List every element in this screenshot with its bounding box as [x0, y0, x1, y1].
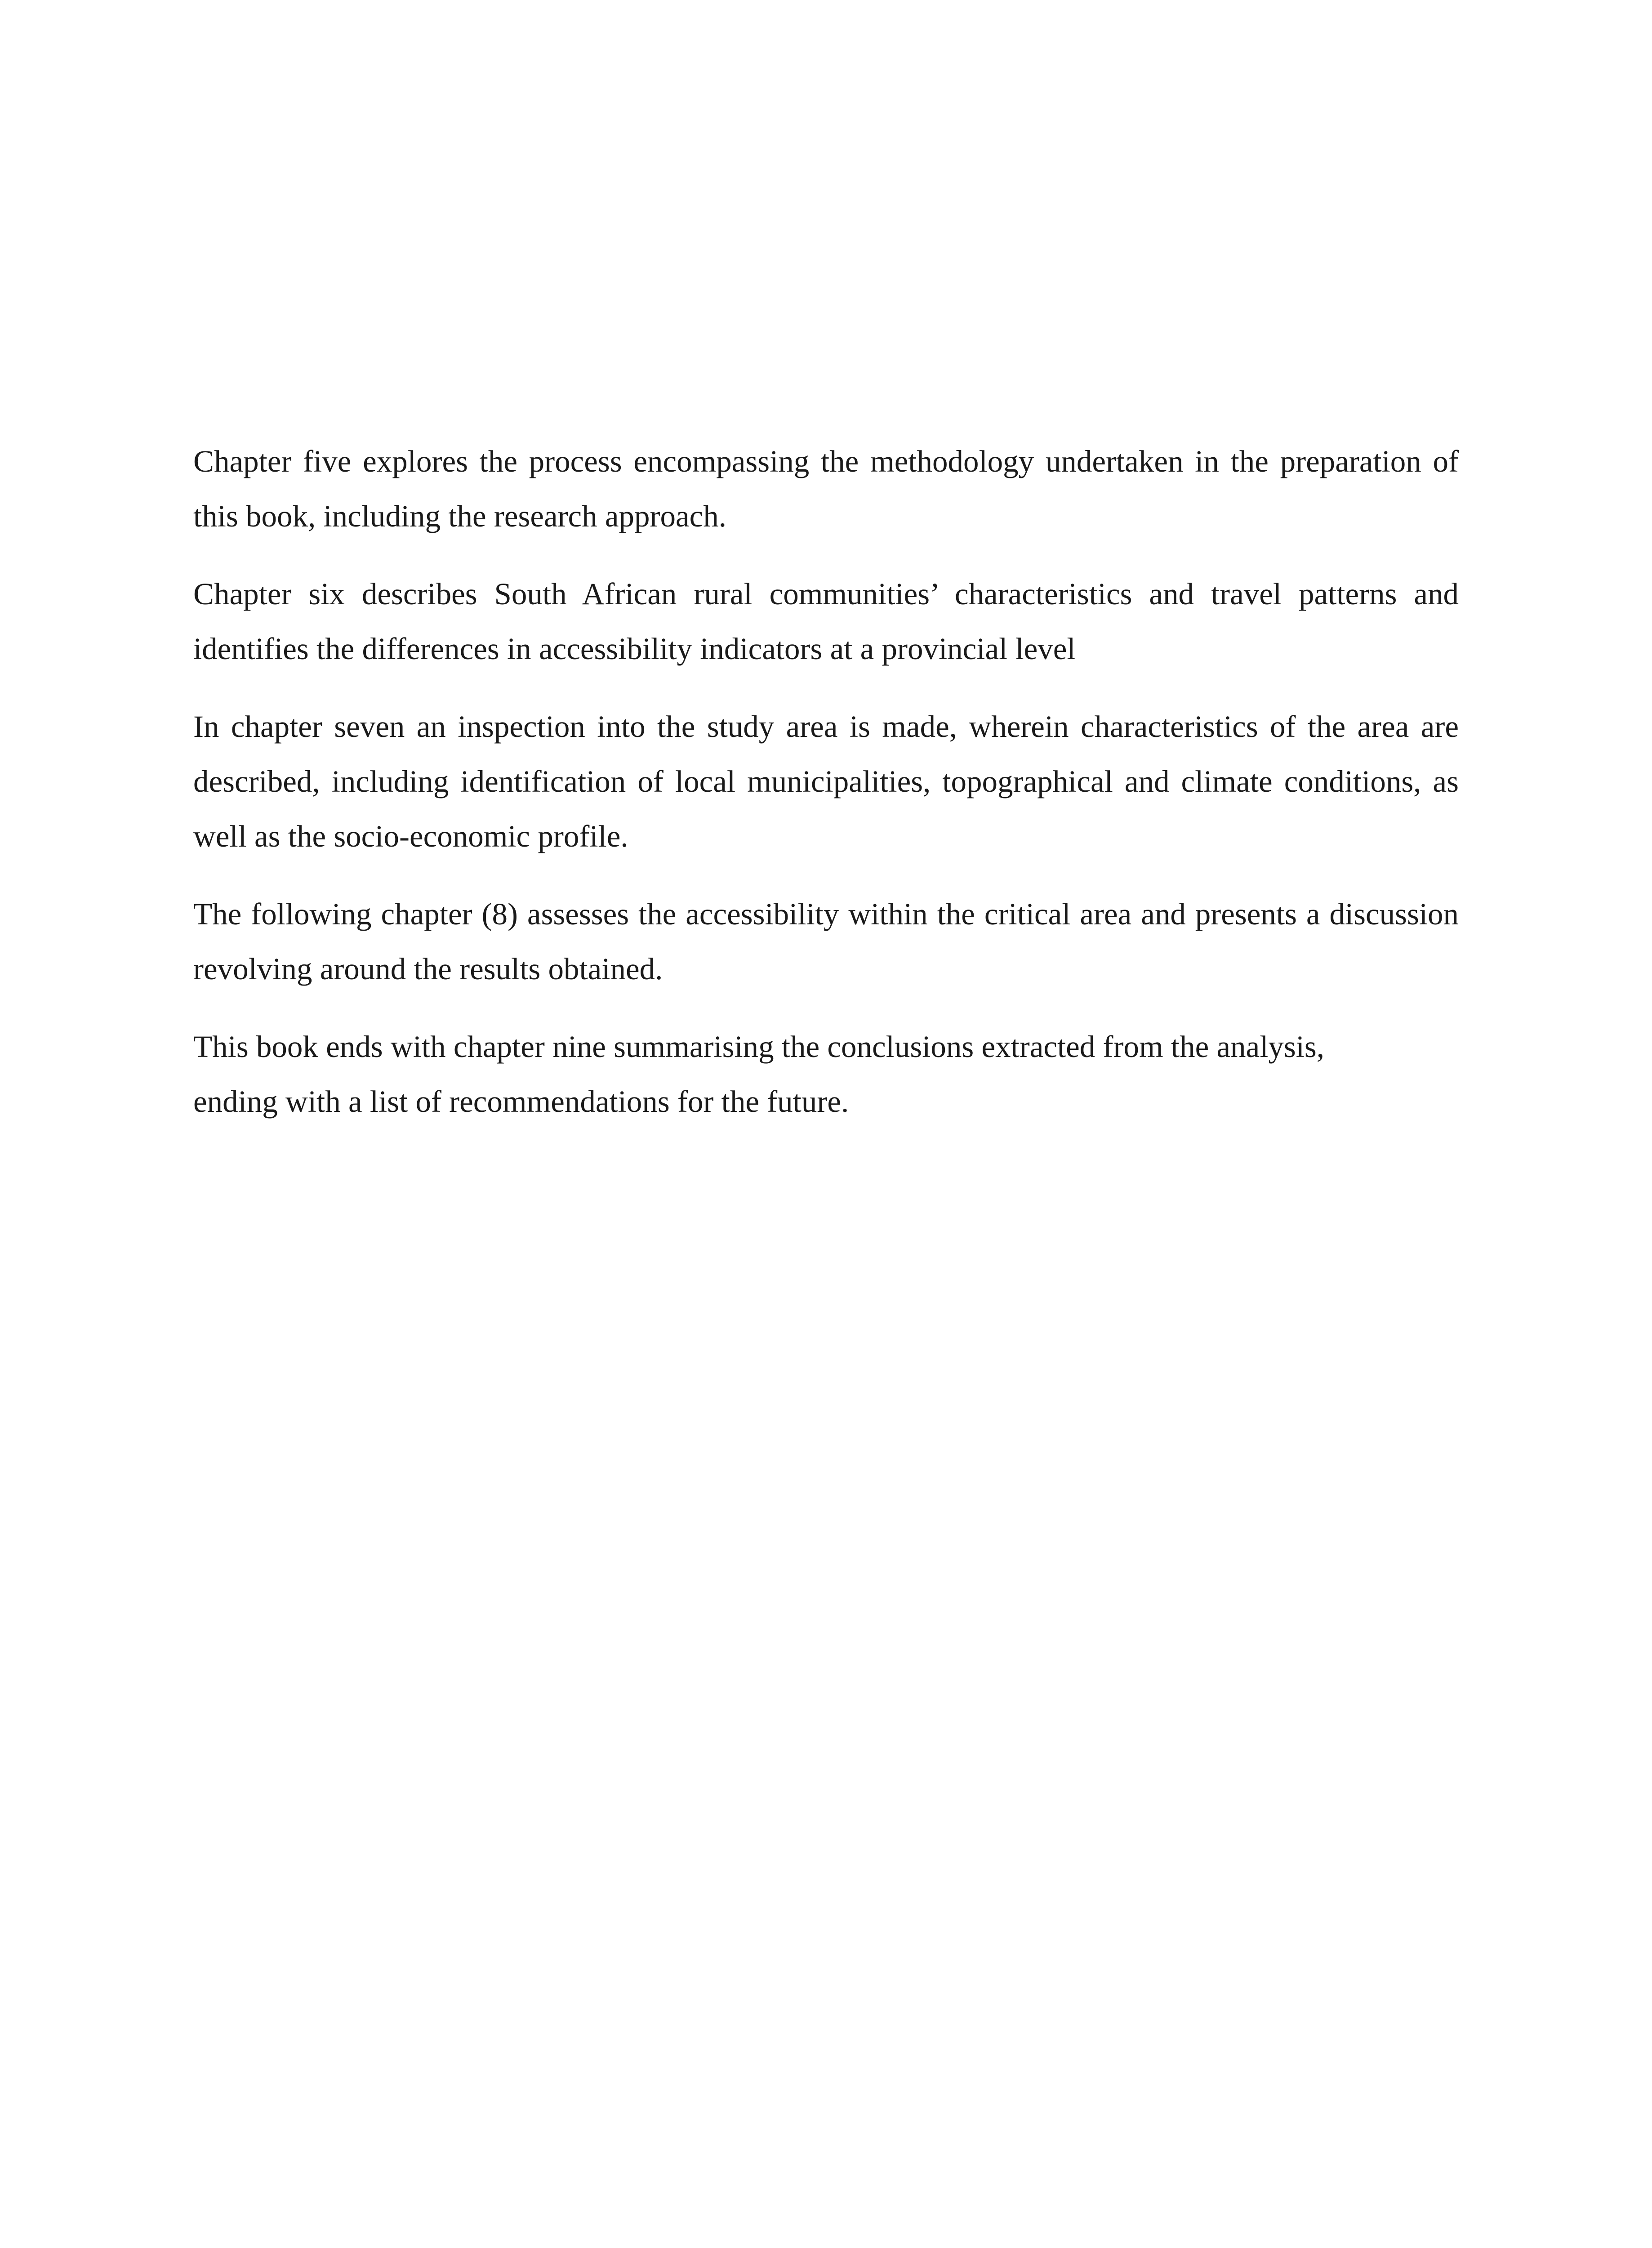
- paragraph-chapter-nine-line-2: ending with a list of recommendations for the future.: [193, 1084, 849, 1119]
- paragraph-chapter-seven: In chapter seven an inspection into the study area is made, wherein characteristics of the area are described, including identification of local municipalities, topographical and climate conditions, as well as the socio-economic profile.: [193, 709, 1459, 853]
- paragraph-chapter-five: Chapter five explores the process encompassing the methodology undertaken in the preparation of this book, including the research approach.: [193, 444, 1459, 533]
- paragraph-chapter-eight: The following chapter (8) assesses the accessibility within the critical area and presents a discussion revolving around the results obtained.: [193, 897, 1459, 986]
- paragraph-chapter-nine-line-1: This book ends with chapter nine summarising the conclusions extracted from the analysis,: [193, 1030, 1325, 1064]
- paragraph-chapter-six: Chapter six describes South African rural communities’ characteristics and travel patterns and identifies the differences in accessibility indicators at a provincial level: [193, 577, 1459, 666]
- paragraph-chapter-nine: [193, 1019, 1459, 1129]
- body-text: [193, 434, 1459, 1129]
